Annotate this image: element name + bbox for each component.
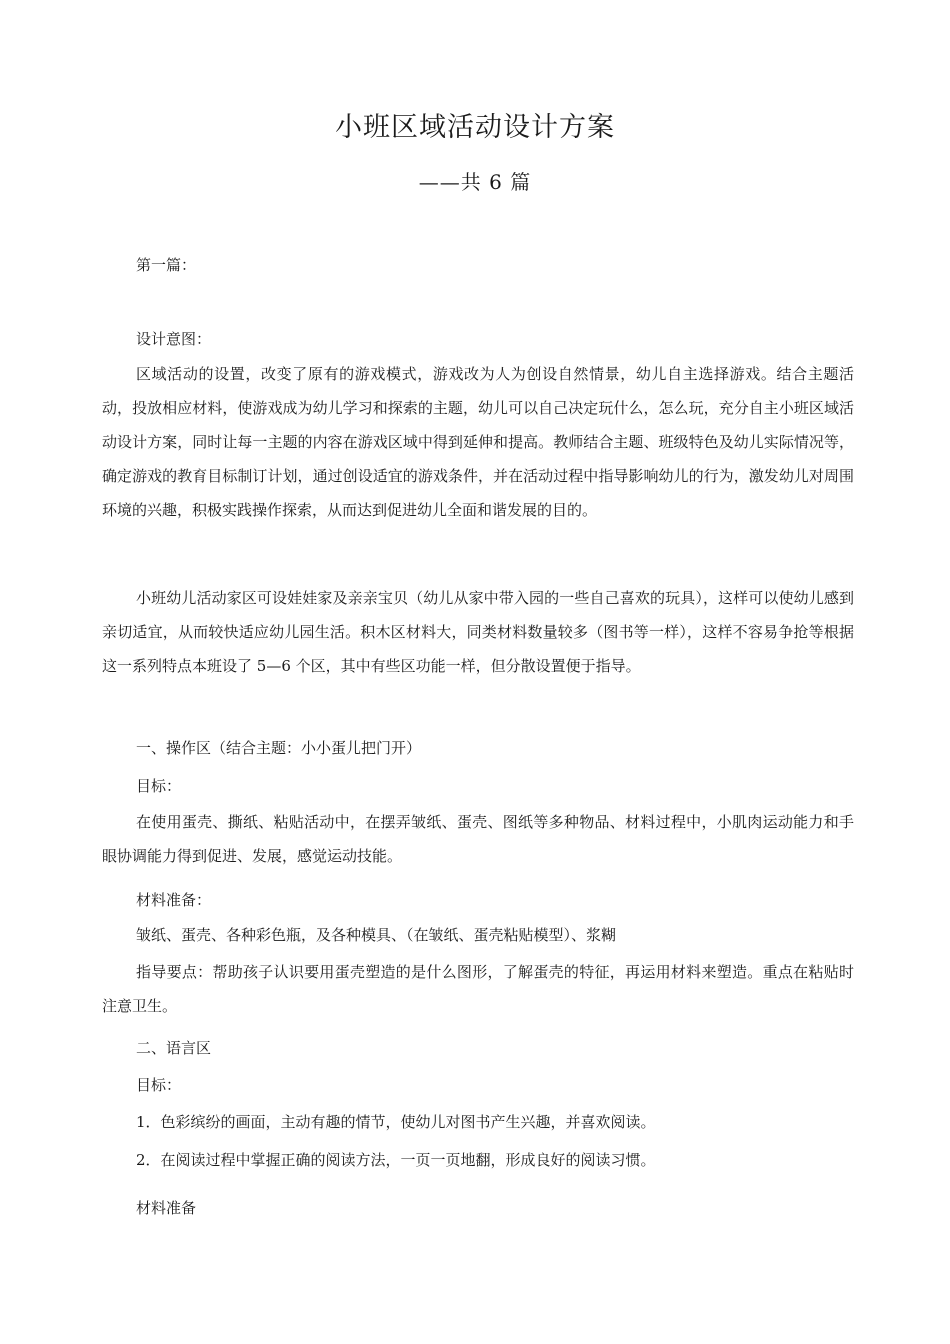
document-title: 小班区域活动设计方案 [335, 112, 615, 143]
area1-goal-label: 目标： [136, 777, 182, 795]
area1-material-label: 材料准备： [136, 891, 212, 909]
design-intent-label: 设计意图： [136, 330, 212, 348]
area2-heading: 二、语言区 [136, 1039, 212, 1057]
area1-heading: 一、操作区（结合主题：小小蛋儿把门开） [136, 739, 422, 757]
area2-material-label: 材料准备 [136, 1199, 197, 1217]
area2-goal-2: 2．在阅读过程中掌握正确的阅读方法，一页一页地翻，形成良好的阅读习惯。 [136, 1151, 656, 1169]
area1-goal-text: 在使用蛋壳、撕纸、粘贴活动中，在摆弄皱纸、蛋壳、图纸等多种物品、材料过程中，小肌肉运动能力和手眼协调能力得到促进、发展，感觉运动技能。 [102, 813, 854, 865]
design-intent-paragraph: 区域活动的设置，改变了原有的游戏模式，游戏改为人为创设自然情景，幼儿自主选择游戏。结合主题活动，投放相应材料，使游戏成为幼儿学习和探索的主题，幼儿可以自己决定玩什么，怎么玩，充分自主小班区域活动设计方案，同时让每一主题的内容在游戏区域中得到延伸和提高。教师结合主题、班级特色及幼儿实际情况等，确定游戏的教育目标制订计划，通过创设适宜的游戏条件，并在活动过程中指导影响幼儿的行为，激发幼儿对周围环境的兴趣，积极实践操作探索，从而达到促进幼儿全面和谐发展的目的。 [102, 365, 854, 519]
area1-material-text: 皱纸、蛋壳、各种彩色瓶，及各种模具、（在皱纸、蛋壳粘贴模型）、浆糊 [136, 926, 617, 944]
area1-guide-text: 指导要点：帮助孩子认识要用蛋壳塑造的是什么图形，了解蛋壳的特征，再运用材料来塑造。重点在粘贴时注意卫生。 [102, 963, 854, 1015]
area2-goal-1: 1．色彩缤纷的画面，主动有趣的情节，使幼儿对图书产生兴趣，并喜欢阅读。 [136, 1113, 656, 1131]
area2-goal-label: 目标： [136, 1076, 182, 1094]
document-subtitle: ——共 6 篇 [418, 170, 532, 194]
chapter-heading: 第一篇： [136, 256, 197, 274]
area-setup-paragraph: 小班幼儿活动家区可设娃娃家及亲亲宝贝（幼儿从家中带入园的一些自己喜欢的玩具），这样可以使幼儿感到亲切适宜，从而较快适应幼儿园生活。积木区材料大，同类材料数量较多（图书等一样），这样不容易争抢等根据这一系列特点本班设了 5—6 个区，其中有些区功能一样，但分散设置便于指导。 [102, 589, 854, 675]
